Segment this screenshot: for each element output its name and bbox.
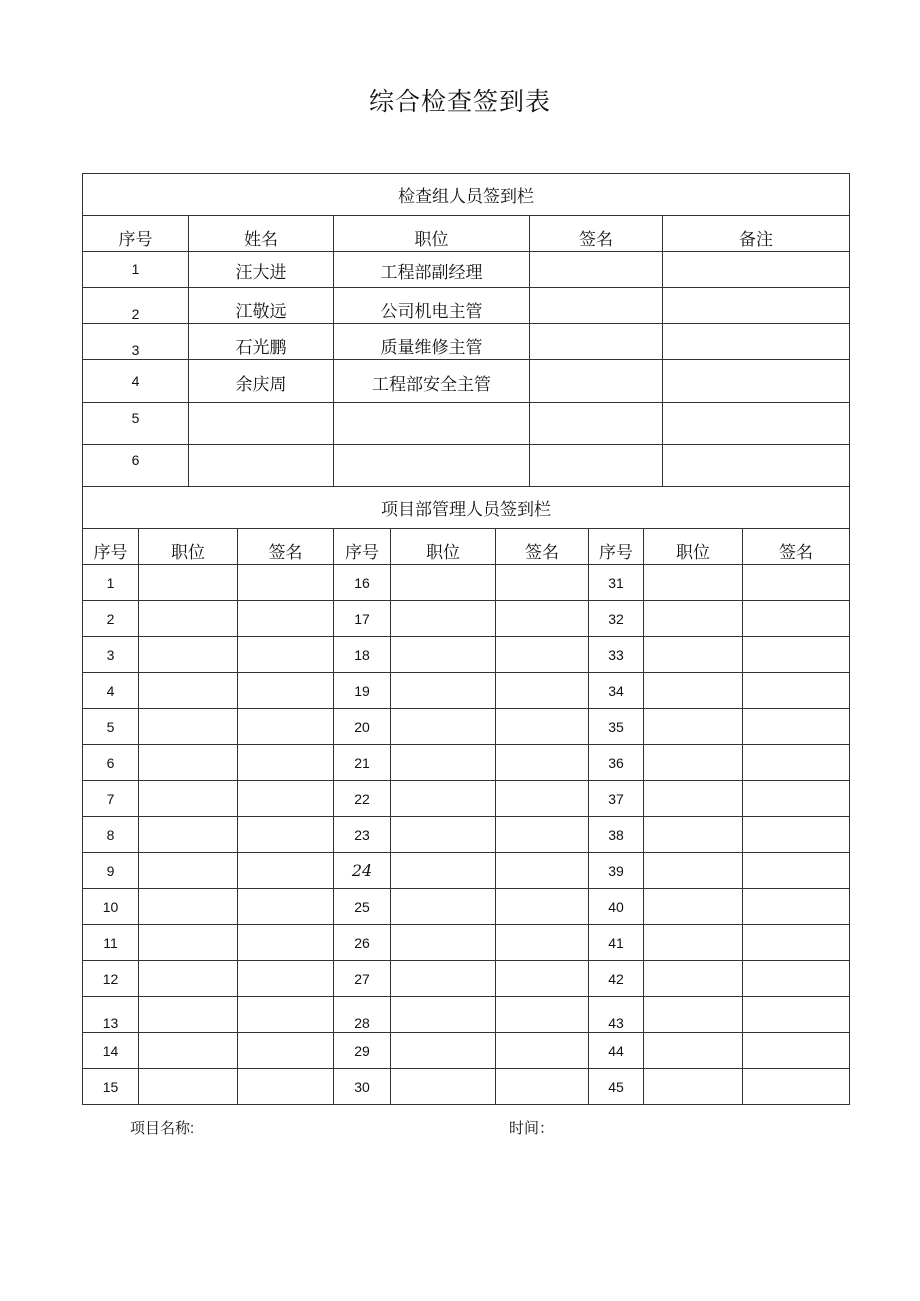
- position-cell[interactable]: [644, 853, 743, 889]
- header-no: 序号: [83, 529, 139, 565]
- row-no: 3: [83, 637, 139, 673]
- row-no: 31: [589, 565, 644, 601]
- row-no: 27: [334, 961, 391, 997]
- position-cell[interactable]: [391, 709, 496, 745]
- signature-cell[interactable]: [743, 565, 850, 601]
- header-signature: 签名: [238, 529, 334, 565]
- position-cell[interactable]: [139, 1033, 238, 1069]
- table-row: [83, 781, 850, 817]
- signature-cell[interactable]: [238, 709, 334, 745]
- position-cell[interactable]: [391, 565, 496, 601]
- position-cell[interactable]: [644, 1033, 743, 1069]
- signature-cell[interactable]: [743, 889, 850, 925]
- table-row: [83, 673, 850, 709]
- signature-cell[interactable]: [743, 961, 850, 997]
- row-no: 22: [334, 781, 391, 817]
- row-no: 30: [334, 1069, 391, 1105]
- row-no: 13: [83, 997, 139, 1033]
- position-cell[interactable]: [139, 781, 238, 817]
- signature-cell[interactable]: [238, 637, 334, 673]
- signature-cell[interactable]: [238, 1069, 334, 1105]
- row-no: 32: [589, 601, 644, 637]
- inspection-signin-table: [82, 173, 850, 487]
- project-signin-table: [82, 486, 850, 1105]
- row-no: 9: [83, 853, 139, 889]
- position-cell[interactable]: [644, 709, 743, 745]
- signature-cell[interactable]: [743, 1033, 850, 1069]
- position-cell[interactable]: [391, 925, 496, 961]
- position-cell[interactable]: [139, 565, 238, 601]
- table-row: [83, 252, 850, 288]
- signature-cell[interactable]: [743, 925, 850, 961]
- position-cell[interactable]: [644, 1069, 743, 1105]
- header-no: 序号: [83, 216, 189, 252]
- signature-cell[interactable]: [238, 601, 334, 637]
- position-cell[interactable]: [644, 673, 743, 709]
- position-cell[interactable]: [139, 997, 238, 1033]
- row-no: 28: [334, 997, 391, 1033]
- row-no: 7: [83, 781, 139, 817]
- table-row: [83, 709, 850, 745]
- row-no: 6: [83, 745, 139, 781]
- row-no: 20: [334, 709, 391, 745]
- header-remark: 备注: [663, 216, 850, 252]
- signature-cell[interactable]: [238, 889, 334, 925]
- position-cell[interactable]: [391, 637, 496, 673]
- table-row: [83, 853, 850, 889]
- row-no: 40: [589, 889, 644, 925]
- signature-cell[interactable]: [743, 745, 850, 781]
- remark-cell[interactable]: [663, 445, 850, 487]
- signature-cell[interactable]: [496, 1069, 589, 1105]
- signature-cell[interactable]: [496, 1033, 589, 1069]
- signature-cell[interactable]: [743, 817, 850, 853]
- table-row: [83, 360, 850, 403]
- row-no: 3: [83, 324, 189, 360]
- signature-cell[interactable]: [743, 781, 850, 817]
- row-no: 1: [83, 252, 189, 288]
- position-cell[interactable]: [644, 925, 743, 961]
- signature-cell[interactable]: [743, 673, 850, 709]
- row-name[interactable]: [189, 403, 334, 445]
- table-row: [83, 997, 850, 1033]
- header-signature: 签名: [743, 529, 850, 565]
- signature-cell[interactable]: [238, 745, 334, 781]
- row-no: 18: [334, 637, 391, 673]
- signature-cell[interactable]: [530, 324, 663, 360]
- row-no: 21: [334, 745, 391, 781]
- row-name[interactable]: [189, 445, 334, 487]
- position-cell[interactable]: [391, 673, 496, 709]
- row-no: 14: [83, 1033, 139, 1069]
- signature-cell[interactable]: [496, 601, 589, 637]
- row-no: 45: [589, 1069, 644, 1105]
- row-no: 2: [83, 601, 139, 637]
- row-no: 1: [83, 565, 139, 601]
- position-cell[interactable]: [644, 817, 743, 853]
- header-signature: 签名: [496, 529, 589, 565]
- row-no: 43: [589, 997, 644, 1033]
- signature-cell[interactable]: [530, 445, 663, 487]
- position-cell[interactable]: [391, 817, 496, 853]
- row-no: 26: [334, 925, 391, 961]
- project-section-title: 项目部管理人员签到栏: [83, 487, 850, 529]
- header-position: 职位: [334, 216, 530, 252]
- signature-cell[interactable]: [743, 853, 850, 889]
- row-position[interactable]: [334, 445, 530, 487]
- page-title: 综合检查签到表: [368, 87, 551, 116]
- table-row: [83, 889, 850, 925]
- table-row: [83, 1069, 850, 1105]
- signature-cell[interactable]: [496, 781, 589, 817]
- row-no: 8: [83, 817, 139, 853]
- position-cell[interactable]: [139, 1069, 238, 1105]
- position-cell[interactable]: [391, 781, 496, 817]
- position-cell[interactable]: [391, 745, 496, 781]
- header-signature: 签名: [530, 216, 663, 252]
- row-no: 44: [589, 1033, 644, 1069]
- row-no: 6: [83, 445, 189, 487]
- signature-cell[interactable]: [496, 889, 589, 925]
- position-cell[interactable]: [644, 637, 743, 673]
- signature-cell[interactable]: [530, 403, 663, 445]
- position-cell[interactable]: [644, 565, 743, 601]
- position-cell[interactable]: [139, 637, 238, 673]
- position-cell[interactable]: [391, 997, 496, 1033]
- table-row: [83, 1033, 850, 1069]
- row-no: 29: [334, 1033, 391, 1069]
- row-no: 39: [589, 853, 644, 889]
- row-no: 12: [83, 961, 139, 997]
- table-row: [83, 637, 850, 673]
- signature-cell[interactable]: [238, 961, 334, 997]
- table-row: [83, 925, 850, 961]
- position-cell[interactable]: [391, 1069, 496, 1105]
- position-cell[interactable]: [139, 817, 238, 853]
- table-row: [83, 324, 850, 360]
- row-position: 公司机电主管: [334, 288, 530, 324]
- row-no: 15: [83, 1069, 139, 1105]
- position-cell[interactable]: [644, 781, 743, 817]
- position-cell[interactable]: [391, 601, 496, 637]
- row-no: 19: [334, 673, 391, 709]
- signature-cell[interactable]: [743, 1069, 850, 1105]
- signature-cell[interactable]: [496, 853, 589, 889]
- position-cell[interactable]: [644, 997, 743, 1033]
- table-row: [83, 817, 850, 853]
- row-no: 4: [83, 360, 189, 403]
- position-cell[interactable]: [139, 745, 238, 781]
- row-no: 23: [334, 817, 391, 853]
- position-cell[interactable]: [139, 673, 238, 709]
- position-cell[interactable]: [139, 853, 238, 889]
- row-name: 余庆周: [189, 360, 334, 403]
- row-no: 16: [334, 565, 391, 601]
- position-cell[interactable]: [644, 601, 743, 637]
- signature-cell[interactable]: [530, 360, 663, 403]
- position-cell[interactable]: [391, 889, 496, 925]
- signature-cell[interactable]: [530, 288, 663, 324]
- header-no: 序号: [334, 529, 391, 565]
- position-cell[interactable]: [139, 889, 238, 925]
- inspection-section-title: 检查组人员签到栏: [83, 174, 850, 216]
- signature-cell[interactable]: [496, 565, 589, 601]
- signature-cell[interactable]: [238, 1033, 334, 1069]
- row-position: 工程部安全主管: [334, 360, 530, 403]
- signature-cell[interactable]: [238, 853, 334, 889]
- signature-cell[interactable]: [238, 781, 334, 817]
- row-no: 37: [589, 781, 644, 817]
- signature-cell[interactable]: [496, 709, 589, 745]
- signature-cell[interactable]: [238, 817, 334, 853]
- position-cell[interactable]: [644, 961, 743, 997]
- remark-cell[interactable]: [663, 252, 850, 288]
- table-row: [83, 745, 850, 781]
- position-cell[interactable]: [139, 709, 238, 745]
- row-no: 38: [589, 817, 644, 853]
- row-no: 5: [83, 709, 139, 745]
- row-no: 35: [589, 709, 644, 745]
- row-no: 17: [334, 601, 391, 637]
- row-no: 24: [334, 853, 391, 889]
- signature-cell[interactable]: [238, 673, 334, 709]
- remark-cell[interactable]: [663, 360, 850, 403]
- row-position[interactable]: [334, 403, 530, 445]
- signature-cell[interactable]: [743, 637, 850, 673]
- row-name: 江敬远: [189, 288, 334, 324]
- signature-cell[interactable]: [496, 745, 589, 781]
- row-position: 质量维修主管: [334, 324, 530, 360]
- row-no: 5: [83, 403, 189, 445]
- row-name: 石光鹏: [189, 324, 334, 360]
- remark-cell[interactable]: [663, 403, 850, 445]
- row-no: 11: [83, 925, 139, 961]
- table-row: [83, 961, 850, 997]
- position-cell[interactable]: [391, 853, 496, 889]
- header-position: 职位: [139, 529, 238, 565]
- row-name: 汪大进: [189, 252, 334, 288]
- table-row: [83, 403, 850, 445]
- signature-cell[interactable]: [496, 997, 589, 1033]
- header-no: 序号: [589, 529, 644, 565]
- table-row: [83, 445, 850, 487]
- row-no: 2: [83, 288, 189, 324]
- header-name: 姓名: [189, 216, 334, 252]
- signature-cell[interactable]: [496, 673, 589, 709]
- table-row: [83, 565, 850, 601]
- signature-cell[interactable]: [238, 565, 334, 601]
- signature-cell[interactable]: [496, 817, 589, 853]
- row-no: 42: [589, 961, 644, 997]
- signature-cell[interactable]: [238, 997, 334, 1033]
- signature-cell[interactable]: [530, 252, 663, 288]
- row-position: 工程部副经理: [334, 252, 530, 288]
- position-cell[interactable]: [139, 961, 238, 997]
- position-cell[interactable]: [644, 745, 743, 781]
- row-no: 25: [334, 889, 391, 925]
- row-no: 34: [589, 673, 644, 709]
- position-cell[interactable]: [391, 961, 496, 997]
- signature-cell[interactable]: [238, 925, 334, 961]
- signature-cell[interactable]: [496, 925, 589, 961]
- project-name-label: 项目名称:: [130, 1120, 195, 1137]
- position-cell[interactable]: [139, 601, 238, 637]
- remark-cell[interactable]: [663, 288, 850, 324]
- signature-cell[interactable]: [743, 709, 850, 745]
- header-position: 职位: [644, 529, 743, 565]
- row-no: 41: [589, 925, 644, 961]
- time-label: 时间：: [509, 1120, 555, 1137]
- position-cell[interactable]: [139, 925, 238, 961]
- row-no: 36: [589, 745, 644, 781]
- table-row: [83, 288, 850, 324]
- signature-cell[interactable]: [743, 601, 850, 637]
- row-no: 10: [83, 889, 139, 925]
- table-row: [83, 601, 850, 637]
- position-cell[interactable]: [391, 1033, 496, 1069]
- signature-cell[interactable]: [743, 997, 850, 1033]
- signature-cell[interactable]: [496, 637, 589, 673]
- row-no: 4: [83, 673, 139, 709]
- signature-cell[interactable]: [496, 961, 589, 997]
- row-no: 33: [589, 637, 644, 673]
- remark-cell[interactable]: [663, 324, 850, 360]
- header-position: 职位: [391, 529, 496, 565]
- position-cell[interactable]: [644, 889, 743, 925]
